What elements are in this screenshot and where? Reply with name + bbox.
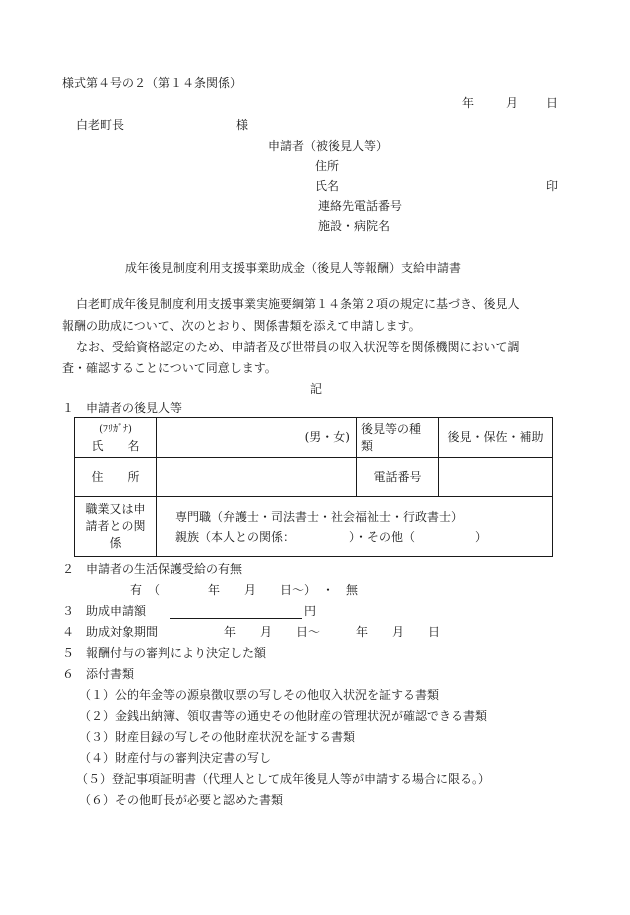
amount-yen: 円 (304, 604, 317, 618)
attachment-item-1: （１）公的年金等の源泉徴収票の写しその他収入状況を証する書類 (79, 688, 440, 702)
guardian-type-value[interactable]: 後見・保佐・補助 (439, 418, 553, 458)
occupation-line-1: 専門職（弁護士・司法書士・社会福祉士・行政書士） (175, 509, 464, 524)
attachment-item-4: （４）財産付与の審判決定書の写し (79, 751, 272, 765)
occupation-line-2: 親族（本人との関係： ）・その他（ ） (175, 529, 488, 544)
occupation-label-1: 職業又は申 (85, 502, 146, 516)
occupation-value-cell[interactable] (157, 497, 553, 557)
period-line: 年 月 日～ 年 月 日 (224, 625, 441, 639)
addressee-name: 白老町長 (76, 118, 125, 132)
attachment-item-5: （５）登記事項証明書（代理人として成年後見人等が申請する場合に限る。） (76, 772, 491, 786)
date-day: 日 (546, 96, 559, 110)
section4-heading: ４ 助成対象期間 (62, 625, 159, 639)
applicant-address-label: 住所 (315, 159, 340, 173)
body-line-1: 白老町成年後見制度利用支援事業実施要綱第１４条第２項の規定に基づき、後見人 (76, 297, 520, 311)
guardian-phone-cell[interactable] (439, 458, 553, 497)
phone-label: 電話番号 (357, 458, 439, 497)
guardian-table (74, 417, 553, 557)
section6-heading: ６ 添付書類 (62, 667, 135, 681)
seal-mark: 印 (546, 179, 559, 193)
welfare-status-line: 有 （ 年 月 日～） ・ 無 (130, 583, 359, 597)
attachment-item-2: （２）金銭出納簿、領収書等の通史その他財産の管理状況が確認できる書類 (79, 709, 488, 723)
addressee-honorific: 様 (236, 118, 249, 132)
date-year: 年 (462, 96, 475, 110)
gender-choice: (男・女) (304, 430, 350, 444)
body-line-4: 査・確認することについて同意します。 (62, 361, 277, 375)
document-title: 成年後見制度利用支援事業助成金（後見人等報酬）支給申請書 (125, 261, 462, 275)
occupation-label-2: 請者との関 (85, 519, 146, 533)
date-month: 月 (506, 96, 519, 110)
occupation-label-cell (75, 497, 157, 557)
form-number: 様式第４号の２（第１４条関係） (62, 76, 243, 90)
amount-field[interactable] (170, 605, 302, 619)
applicant-name-label: 氏名 (315, 179, 340, 193)
body-line-2: 報酬の助成について、次のとおり、関係書類を添えて申請します。 (62, 319, 421, 333)
guardian-type-label-cell (357, 418, 439, 458)
attachment-item-3: （３）財産目録の写しその他財産状況を証する書類 (79, 730, 356, 744)
guardian-type-label-1: 後見等の種 (361, 421, 422, 436)
body-line-3: なお、受給資格認定のため、申請者及び世帯員の収入状況等を関係機関において調 (76, 340, 520, 354)
applicant-facility-label: 施設・病院名 (318, 219, 391, 233)
section1-heading: １ 申請者の後見人等 (62, 401, 183, 415)
ki-mark: 記 (310, 382, 323, 396)
applicant-phone-label: 連絡先電話番号 (318, 199, 403, 213)
guardian-name-cell[interactable] (157, 418, 357, 458)
section3-heading: ３ 助成申請額 (62, 604, 147, 618)
section5-heading: ５ 報酬付与の審判により決定した額 (62, 646, 267, 660)
applicant-heading: 申請者（被後見人等） (268, 139, 389, 153)
occupation-label-3: 係 (109, 536, 122, 550)
furigana-label: (ﾌﾘｶﾞﾅ) (99, 423, 132, 435)
address-label: 住 所 (75, 458, 157, 497)
name-label-cell (75, 418, 157, 458)
section2-heading: ２ 申請者の生活保護受給の有無 (62, 562, 243, 576)
name-label: 氏 名 (91, 438, 140, 453)
guardian-type-label-2: 類 (361, 438, 374, 453)
attachment-item-6: （６）その他町長が必要と認めた書類 (79, 793, 284, 807)
guardian-address-cell[interactable] (157, 458, 357, 497)
